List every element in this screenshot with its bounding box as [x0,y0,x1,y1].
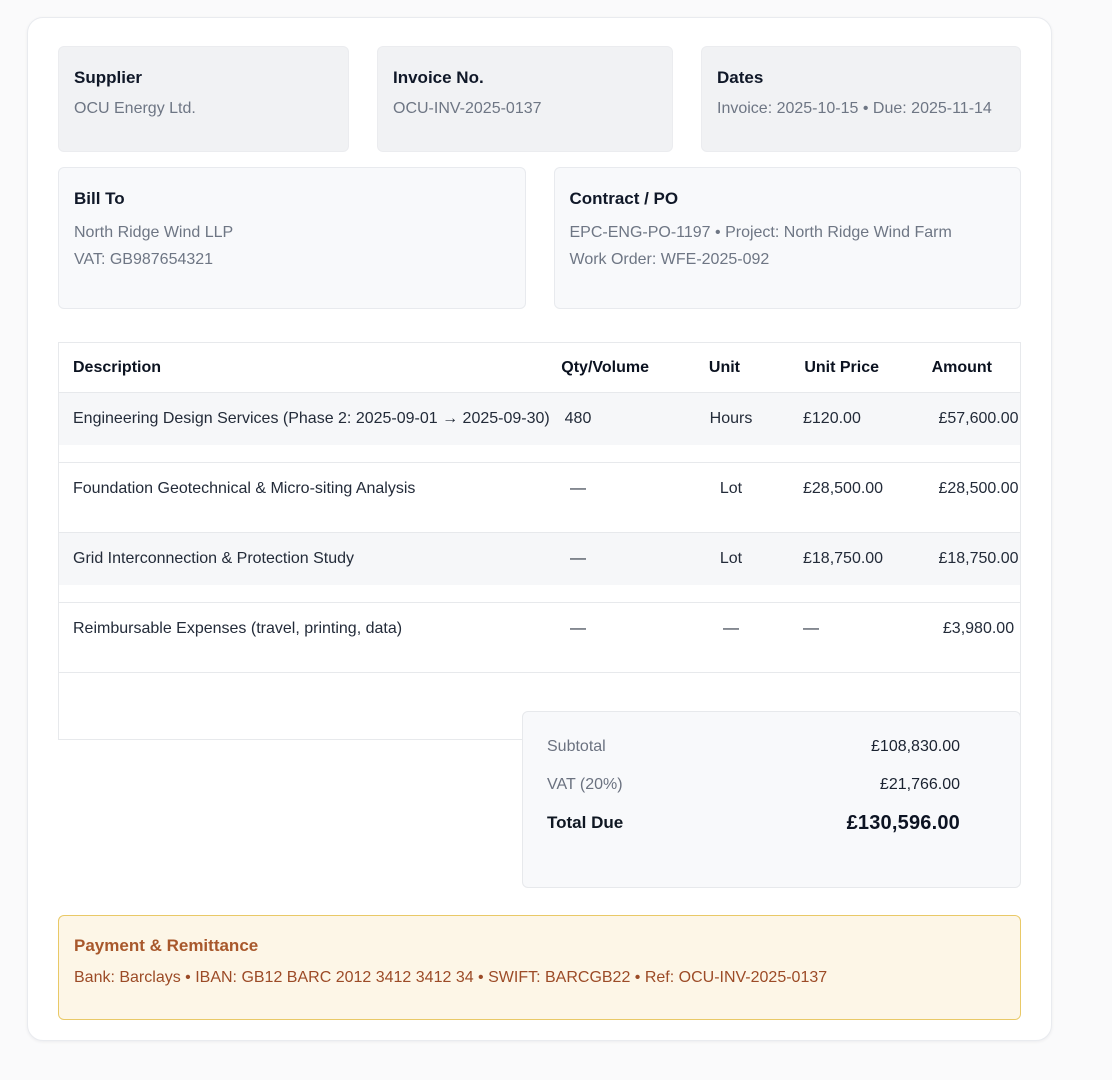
contract-po-ref: EPC-ENG-PO-1197 • Project: North Ridge Wind Farm [569,224,952,241]
cell-description: Grid Interconnection & Protection Study [73,550,355,567]
payment-title: Payment & Remittance [74,936,259,955]
header-description: Description [73,358,162,376]
cell-qty: 480 [564,410,592,427]
totals-box [522,711,1021,888]
cell-unit-price: £120.00 [803,410,861,427]
cell-unit: — [723,620,739,637]
supplier-card [58,46,349,152]
table-row [59,463,1020,533]
contract-po-work-order: Work Order: WFE-2025-092 [569,251,770,268]
cell-amount: £57,600.00 [938,410,1019,427]
cell-amount: £18,750.00 [938,550,1019,567]
cell-description: Foundation Geotechnical & Micro-siting Analysis [73,480,416,497]
table-row [59,393,1020,463]
header-unit-price: Unit Price [804,358,879,376]
vat-value: £21,766.00 [879,776,960,793]
cell-unit: Hours [709,410,753,427]
bill-to-vat: VAT: GB987654321 [74,251,214,268]
cell-unit-price: £28,500.00 [803,480,884,497]
header-amount: Amount [931,358,992,376]
total-due-label: Total Due [547,813,624,832]
dates-title: Dates [717,68,764,87]
supplier-title: Supplier [74,68,143,87]
table-row [59,603,1020,673]
line-items-table [58,342,1021,740]
cell-amount: £28,500.00 [938,480,1019,497]
cell-qty: — [570,480,586,497]
subtotal-value: £108,830.00 [871,738,960,755]
cell-unit: Lot [719,480,743,497]
supplier-value: OCU Energy Ltd. [74,100,196,117]
vat-label: VAT (20%) [547,776,623,793]
header-unit: Unit [708,358,740,376]
subtotal-label: Subtotal [547,738,606,755]
cell-unit-price: £18,750.00 [803,550,884,567]
cell-unit: Lot [719,550,743,567]
cell-qty: — [570,620,586,637]
total-due-value: £130,596.00 [846,811,960,834]
invoice-number-value: OCU-INV-2025-0137 [393,100,542,117]
contract-po-title: Contract / PO [569,189,679,208]
payment-details: Bank: Barclays • IBAN: GB12 BARC 2012 3412 3412 34 • SWIFT: BARCGB22 • Ref: OCU-INV-2025-0137 [74,969,828,986]
dates-card [701,46,1021,152]
parties-row [58,167,1021,309]
bill-to-name: North Ridge Wind LLP [74,224,234,241]
payment-remittance-box [58,915,1021,1020]
invoice-meta-row [58,46,1021,152]
table-row [59,533,1020,603]
contract-po-card [554,167,1022,309]
invoice-number-title: Invoice No. [393,68,484,87]
cell-qty: — [570,550,586,567]
dates-value: Invoice: 2025-10-15 • Due: 2025-11-14 [717,100,992,117]
cell-description: Engineering Design Services (Phase 2: 2025-09-01 → 2025-09-30) [73,410,550,427]
vat-row [547,766,960,804]
subtotal-row [547,728,960,766]
table-header-row [59,343,1020,393]
cell-description: Reimbursable Expenses (travel, printing, data) [73,620,403,637]
bill-to-title: Bill To [74,189,125,208]
cell-unit-price: — [803,620,819,637]
invoice-document [27,17,1052,1041]
invoice-number-card [377,46,673,152]
cell-amount: £3,980.00 [942,620,1015,637]
total-due-row [547,804,960,842]
header-qty-volume: Qty/Volume [561,358,649,376]
bill-to-card [58,167,526,309]
